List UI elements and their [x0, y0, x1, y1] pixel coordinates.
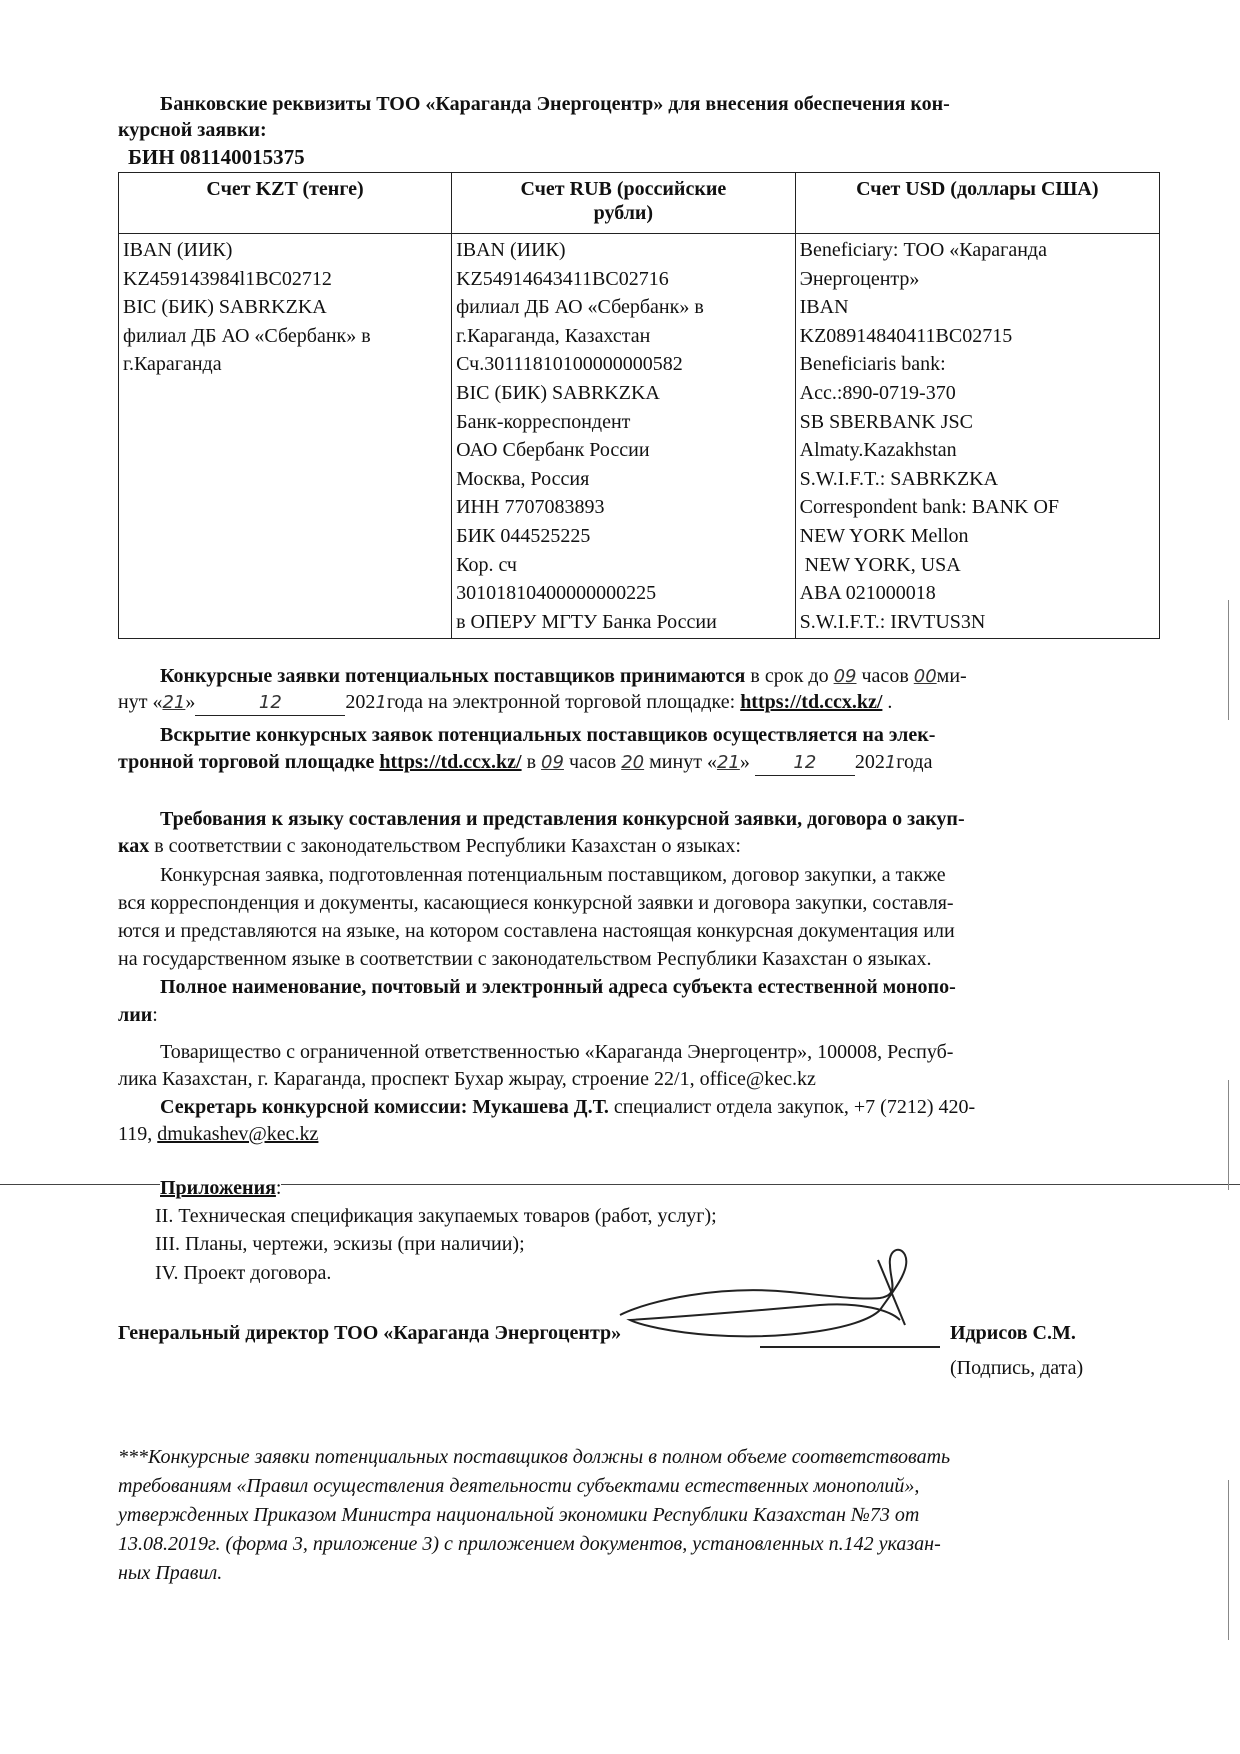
usd-line: IBAN — [799, 296, 849, 319]
opening-url-link[interactable]: https://td.ccx.kz/ — [379, 751, 522, 773]
rub-line: IBAN (ИИК) — [456, 239, 566, 261]
usd-line: Acc.:890-0719-370 — [799, 381, 956, 404]
opening-line2: тронной торговой площадке https://td.ccx.kz/ в 09 часов 20 минут «21» 12 2021года — [118, 750, 932, 776]
header-rub-text: Счет RUB (российские рубли) — [520, 178, 727, 224]
address-colon: : — [152, 1004, 158, 1026]
kzt-line: филиал ДБ АО «Сбербанк» в — [123, 324, 371, 347]
opening-day: 21 — [716, 752, 740, 773]
opening-month: 12 — [755, 751, 855, 776]
rub-line: филиал ДБ АО «Сбербанк» в — [456, 296, 704, 319]
appendix-title-text: Приложения — [160, 1177, 276, 1199]
deadline-hours-word: часов — [861, 665, 909, 687]
deadline-hour: 09 — [833, 666, 857, 687]
scan-edge-mark — [1228, 600, 1229, 720]
usd-line: NEW YORK Mellon — [799, 524, 969, 547]
secretary-email-link[interactable]: dmukashev@kec.kz — [157, 1123, 319, 1145]
usd-line: Almaty.Kazakhstan — [799, 439, 957, 462]
director-position: Генеральный директор ТОО «Караганда Энергоцентр» — [118, 1322, 622, 1344]
address-line2: лика Казахстан, г. Караганда, проспект Бухар жырау, строение 22/1, office@kec.kz — [118, 1068, 816, 1090]
rub-line: Москва, Россия — [456, 467, 590, 490]
usd-line: NEW YORK, USA — [799, 553, 961, 576]
appendix-colon: : — [275, 1177, 282, 1199]
opening-in: в — [526, 751, 537, 773]
rub-line: KZ54914643411BC02716 — [456, 267, 669, 290]
rub-line: 30101810400000000225 — [456, 582, 657, 605]
bank-details-title-line2: курсной заявки: — [118, 119, 267, 141]
opening-minutes-word: минут — [649, 751, 702, 773]
usd-line: S.W.I.F.T.: IRVTUS3N — [799, 610, 986, 633]
usd-line: Correspondent bank: BANK OF — [799, 496, 1060, 519]
deadline-line2: нут «21» 12 2021года на электронной торговой площадке: https://td.ccx.kz/ . — [118, 690, 892, 716]
secretary-line1 — [160, 1095, 975, 1119]
usd-line: S.W.I.F.T.: SABRKZKA — [799, 467, 999, 490]
opening-hour: 09 — [541, 752, 564, 773]
language-rest2: в соответствии с законодательством Республики Казахстан о языках: — [154, 835, 741, 857]
kzt-line: BIC (БИК) SABRKZKA — [123, 296, 327, 319]
footnote-line: ных Правил. — [118, 1562, 223, 1584]
language-paragraph-line: ются и представляются на языке, на котором составлена настоящая конкурсная документация или — [118, 920, 955, 942]
opening-year-word: года — [896, 751, 933, 773]
footnote-line: 13.08.2019г. (форма 3, приложение 3) с приложением документов, установленных п.142 указан- — [118, 1533, 941, 1555]
deadline-text: в срок до — [750, 665, 829, 687]
bin-number: БИН 081140015375 — [128, 145, 305, 169]
appendix-item: III. Планы, чертежи, эскизы (при наличии); — [155, 1233, 525, 1255]
footnote-line: утвержденных Приказом Министра национальной экономики Республики Казахстан №73 от — [118, 1504, 920, 1526]
footnote-line: требованиям «Правил осуществления деятельности субъектами естественных монополий», — [118, 1475, 920, 1497]
deadline-end: . — [882, 691, 893, 713]
deadline-year-suffix: 1 — [375, 692, 387, 713]
usd-line: ABA 021000018 — [799, 582, 936, 605]
bank-details-title-line1: Банковские реквизиты ТОО «Караганда Энергоцентр» для внесения обеспечения кон- — [160, 93, 950, 115]
usd-line: SB SBERBANK JSC — [799, 410, 974, 433]
rub-line: BIC (БИК) SABRKZKA — [456, 381, 660, 404]
deadline-line1 — [160, 664, 967, 689]
kzt-account-cell — [119, 234, 452, 639]
language-title-line1: Требования к языку составления и представления конкурсной заявки, договора о закуп- — [160, 808, 965, 830]
header-kzt: Счет KZT (тенге) — [119, 173, 452, 234]
kzt-line: г.Караганда — [123, 353, 222, 376]
header-usd: Счет USD (доллары США) — [795, 173, 1159, 234]
kzt-line: IBAN (ИИК) — [123, 239, 233, 261]
rub-line: ИНН 7707083893 — [456, 496, 605, 519]
opening-hours-word: часов — [568, 751, 617, 773]
usd-line: Энергоцентр» — [799, 267, 920, 290]
kzt-line: KZ459143984l1BC02712 — [123, 267, 332, 290]
rub-line: в ОПЕРУ МГТУ Банка России — [456, 610, 717, 633]
deadline-minute: 00 — [913, 666, 937, 687]
usd-line: Beneficiaris bank: — [799, 353, 946, 376]
language-title-line2 — [118, 834, 741, 858]
rub-line: ОАО Сбербанк России — [456, 439, 650, 462]
usd-line: Beneficiary: ТОО «Караганда — [799, 239, 1047, 261]
address-bold2: лии — [118, 1004, 153, 1026]
secretary-bold: Секретарь конкурсной комиссии: Мукашева Д.Т. — [160, 1096, 609, 1118]
footnote-line: ***Конкурсные заявки потенциальных поставщиков должны в полном объеме соответствовать — [118, 1446, 951, 1468]
director-name: Идрисов С.М. — [950, 1322, 1076, 1344]
scan-edge-mark — [1228, 1480, 1229, 1640]
secretary-line2 — [118, 1122, 318, 1146]
rub-account-cell — [452, 234, 796, 639]
scan-edge-mark — [1228, 1080, 1229, 1190]
rub-line: Сч.30111810100000000582 — [456, 353, 683, 376]
signature-line — [760, 1346, 940, 1348]
deadline-mi: ми- — [936, 665, 967, 687]
deadline-month: 12 — [195, 691, 345, 716]
opening-bold2: тронной торговой площадке — [118, 751, 375, 773]
header-rub — [452, 173, 796, 234]
language-bold2: ках — [118, 835, 150, 857]
language-paragraph-line: на государственном языке в соответствии с законодательством Республики Казахстан о языках. — [118, 948, 932, 970]
deadline-url-link[interactable]: https://td.ccx.kz/ — [740, 691, 883, 713]
bank-accounts-table — [118, 172, 1160, 639]
appendix-item: II. Техническая спецификация закупаемых товаров (работ, услуг); — [155, 1205, 717, 1227]
rub-line: Кор. сч — [456, 553, 517, 576]
appendix-item: IV. Проект договора. — [155, 1262, 332, 1284]
secretary-rest: специалист отдела закупок, +7 (7212) 420- — [608, 1096, 976, 1118]
deadline-nut: нут « — [118, 691, 163, 713]
signature-caption: (Подпись, дата) — [950, 1357, 1084, 1379]
language-paragraph-line: вся корреспонденция и документы, касающиеся конкурсной заявки и договора закупки, составля- — [118, 892, 954, 914]
usd-line: KZ08914840411BC02715 — [799, 324, 1013, 347]
usd-account-cell — [795, 234, 1159, 639]
opening-year-suffix: 1 — [884, 752, 897, 773]
address-title-line2 — [118, 1003, 158, 1027]
appendix-title — [160, 1176, 281, 1200]
deadline-day: 21 — [162, 692, 186, 713]
language-paragraph-line: Конкурсная заявка, подготовленная потенциальным поставщиком, договор закупки, а также — [160, 864, 946, 886]
rub-line: БИК 044525225 — [456, 524, 591, 547]
opening-year-prefix: 202 — [854, 751, 885, 773]
rub-line: Банк-корреспондент — [456, 410, 631, 433]
deadline-bold: Конкурсные заявки потенциальных поставщиков принимаются — [160, 665, 746, 687]
opening-line1: Вскрытие конкурсных заявок потенциальных поставщиков осуществляется на элек- — [160, 724, 936, 746]
address-title-line1: Полное наименование, почтовый и электронный адреса субъекта естественной монопо- — [160, 976, 956, 998]
address-line1: Товарищество с ограниченной ответственностью «Караганда Энергоцентр», 100008, Респуб- — [160, 1041, 954, 1063]
deadline-tail: года на электронной торговой площадке: — [386, 691, 736, 713]
deadline-year-prefix: 202 — [345, 691, 376, 713]
secretary-prefix: 119, — [118, 1123, 158, 1145]
opening-minute: 20 — [621, 752, 645, 773]
rub-line: г.Караганда, Казахстан — [456, 324, 651, 347]
